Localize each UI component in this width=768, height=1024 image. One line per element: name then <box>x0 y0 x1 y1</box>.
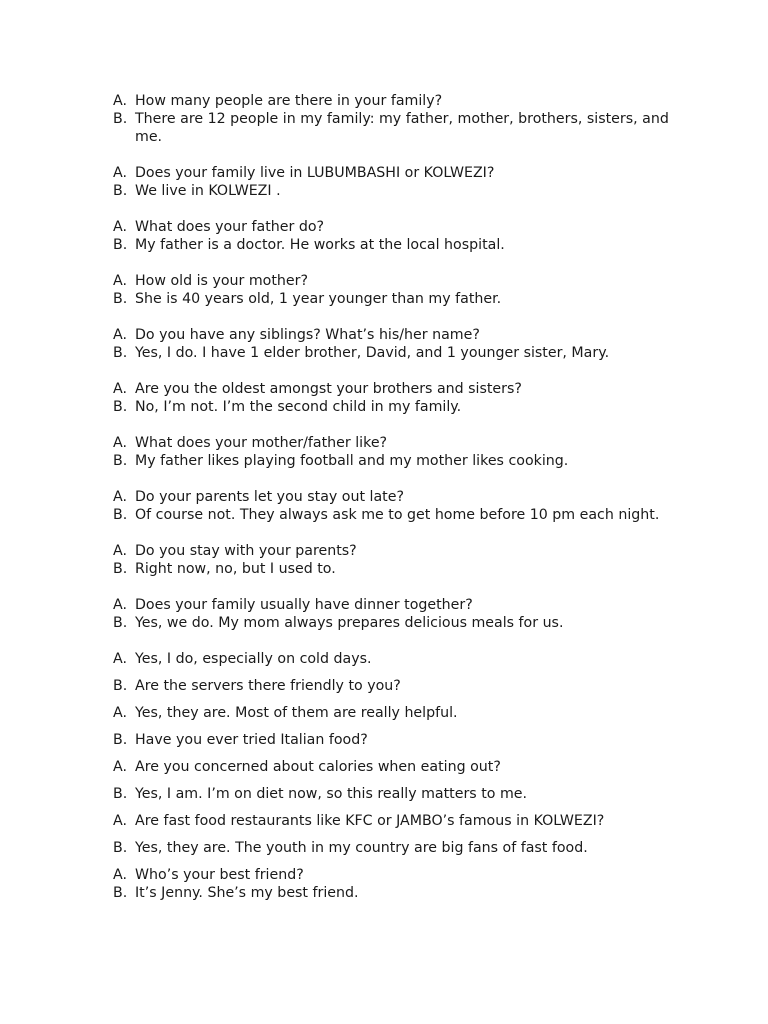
dialogue-line <box>113 731 683 749</box>
dialogue-exchange <box>113 272 683 308</box>
dialogue-exchange <box>113 218 683 254</box>
dialogue-line <box>113 164 683 182</box>
line-text: How many people are there in your family? <box>135 93 443 109</box>
speaker-label: B. <box>113 615 128 631</box>
speaker-label: A. <box>113 273 127 289</box>
speaker-label: B. <box>113 732 128 748</box>
dialogue-exchange <box>113 380 683 416</box>
speaker-label: B. <box>113 786 128 802</box>
line-text: Do you have any siblings? What’s his/her name? <box>135 327 480 343</box>
dialogue-line <box>113 866 683 884</box>
dialogue-exchange <box>113 542 683 578</box>
speaker-label: B. <box>113 111 128 127</box>
speaker-label: A. <box>113 759 127 775</box>
dialogue-line <box>113 758 683 776</box>
speaker-label: B. <box>113 291 128 307</box>
dialogue-exchange <box>113 434 683 470</box>
speaker-label: B. <box>113 237 128 253</box>
line-text: There are 12 people in my family: my father, mother, brothers, sisters, and me. <box>135 111 669 145</box>
dialogue-line <box>113 344 683 362</box>
dialogue-exchange <box>113 92 683 146</box>
dialogue-line <box>113 236 683 254</box>
line-text: Are you the oldest amongst your brothers and sisters? <box>135 381 522 397</box>
speaker-label: A. <box>113 93 127 109</box>
dialogue-line <box>113 677 683 695</box>
line-text: My father likes playing football and my mother likes cooking. <box>135 453 569 469</box>
dialogue-line <box>113 650 683 668</box>
dialogue-line <box>113 812 683 830</box>
dialogue-exchange <box>113 164 683 200</box>
line-text: Are fast food restaurants like KFC or JAMBO’s famous in KOLWEZI? <box>135 813 605 829</box>
document-body <box>113 92 683 902</box>
dialogue-exchange <box>113 488 683 524</box>
line-text: Right now, no, but I used to. <box>135 561 336 577</box>
speaker-label: A. <box>113 327 127 343</box>
speaker-label: A. <box>113 543 127 559</box>
dialogue-line <box>113 398 683 416</box>
speaker-label: A. <box>113 381 127 397</box>
dialogue-line <box>113 434 683 452</box>
line-text: Are the servers there friendly to you? <box>135 678 401 694</box>
dialogue-line <box>113 488 683 506</box>
line-text: Do you stay with your parents? <box>135 543 357 559</box>
dialogue-exchange <box>113 326 683 362</box>
dialogue-line <box>113 218 683 236</box>
line-text: Have you ever tried Italian food? <box>135 732 368 748</box>
line-text: No, I’m not. I’m the second child in my family. <box>135 399 462 415</box>
speaker-label: B. <box>113 453 128 469</box>
line-text: How old is your mother? <box>135 273 309 289</box>
speaker-label: A. <box>113 489 127 505</box>
dialogue-exchange <box>113 650 683 857</box>
dialogue-line <box>113 182 683 200</box>
line-text: Do your parents let you stay out late? <box>135 489 405 505</box>
speaker-label: A. <box>113 597 127 613</box>
line-text: Does your family live in LUBUMBASHI or KOLWEZI? <box>135 165 495 181</box>
dialogue-line <box>113 380 683 398</box>
dialogue-line <box>113 452 683 470</box>
dialogue-line <box>113 884 683 902</box>
dialogue-line <box>113 506 683 524</box>
dialogue-exchange <box>113 866 683 902</box>
dialogue-line <box>113 272 683 290</box>
dialogue-line <box>113 326 683 344</box>
line-text: My father is a doctor. He works at the local hospital. <box>135 237 505 253</box>
dialogue-line <box>113 614 683 632</box>
dialogue-line <box>113 704 683 722</box>
speaker-label: A. <box>113 651 127 667</box>
dialogue-line <box>113 785 683 803</box>
speaker-label: B. <box>113 399 128 415</box>
line-text: Yes, I am. I’m on diet now, so this really matters to me. <box>135 786 528 802</box>
speaker-label: B. <box>113 885 128 901</box>
dialogue-line <box>113 839 683 857</box>
line-text: Does your family usually have dinner together? <box>135 597 473 613</box>
line-text: Who’s your best friend? <box>135 867 304 883</box>
line-text: Yes, I do, especially on cold days. <box>135 651 372 667</box>
speaker-label: B. <box>113 507 128 523</box>
line-text: Yes, I do. I have 1 elder brother, David, and 1 younger sister, Mary. <box>135 345 610 361</box>
speaker-label: B. <box>113 183 128 199</box>
line-text: Yes, we do. My mom always prepares delicious meals for us. <box>135 615 564 631</box>
dialogue-line <box>113 92 683 110</box>
speaker-label: A. <box>113 165 127 181</box>
line-text: What does your father do? <box>135 219 325 235</box>
speaker-label: A. <box>113 813 127 829</box>
dialogue-line <box>113 596 683 614</box>
speaker-label: A. <box>113 435 127 451</box>
speaker-label: B. <box>113 678 128 694</box>
speaker-label: A. <box>113 705 127 721</box>
line-text: She is 40 years old, 1 year younger than my father. <box>135 291 502 307</box>
speaker-label: B. <box>113 345 128 361</box>
line-text: What does your mother/father like? <box>135 435 388 451</box>
speaker-label: B. <box>113 840 128 856</box>
dialogue-line <box>113 542 683 560</box>
line-text: Yes, they are. Most of them are really helpful. <box>135 705 458 721</box>
dialogue-line <box>113 110 683 146</box>
dialogue-line <box>113 290 683 308</box>
dialogue-line <box>113 560 683 578</box>
line-text: Yes, they are. The youth in my country are big fans of fast food. <box>135 840 588 856</box>
line-text: It’s Jenny. She’s my best friend. <box>135 885 359 901</box>
speaker-label: A. <box>113 219 127 235</box>
speaker-label: B. <box>113 561 128 577</box>
line-text: We live in KOLWEZI . <box>135 183 281 199</box>
dialogue-exchange <box>113 596 683 632</box>
line-text: Are you concerned about calories when eating out? <box>135 759 501 775</box>
line-text: Of course not. They always ask me to get home before 10 pm each night. <box>135 507 660 523</box>
speaker-label: A. <box>113 867 127 883</box>
